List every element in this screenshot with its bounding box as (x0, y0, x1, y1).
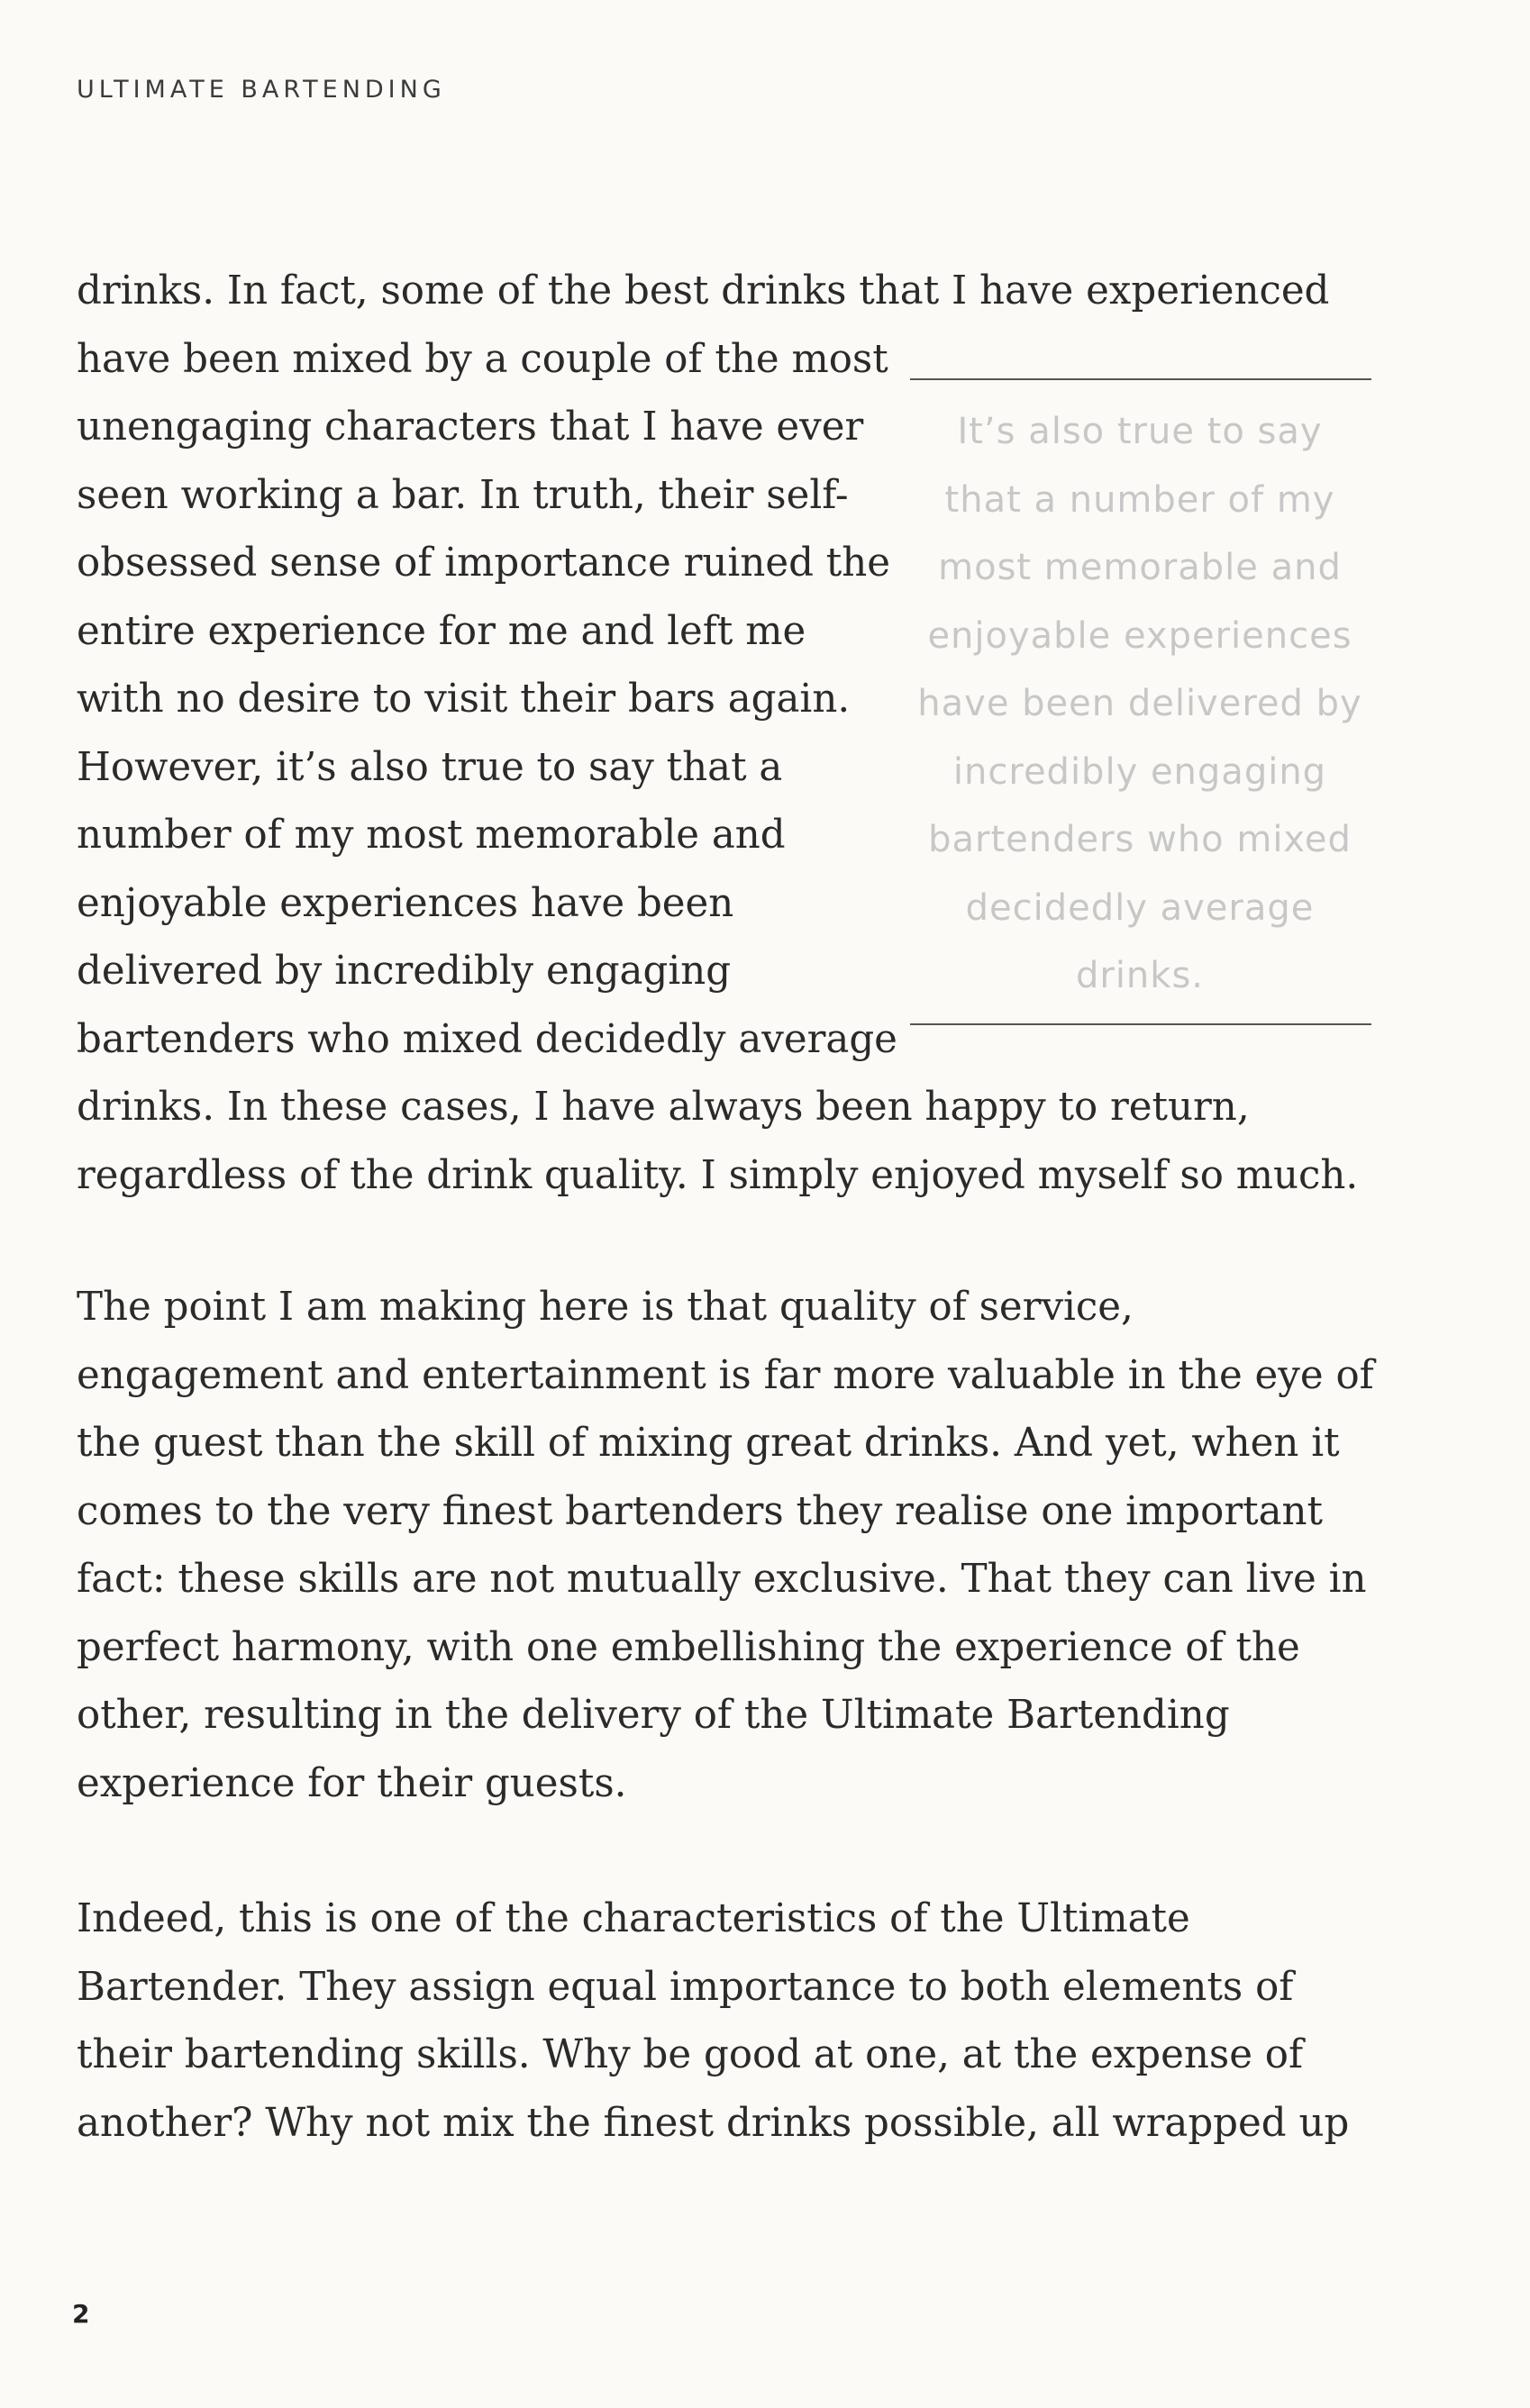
body-line: delivered by incredibly engaging (77, 949, 732, 994)
body-line: entire experience for me and left me (77, 608, 806, 654)
pull-quote-line: incredibly engaging (952, 750, 1327, 793)
body-line: seen working a bar. In truth, their self- (77, 472, 849, 518)
body-line: Bartender. They assign equal importance to both elements of (77, 1964, 1294, 2010)
body-paragraph-2 (77, 1274, 1374, 1818)
pull-quote-line: bartenders who mixed (928, 819, 1352, 860)
body-line: However, it’s also true to say that a (77, 744, 783, 790)
body-line: number of my most memorable and (77, 813, 786, 858)
body-line: bartenders who mixed decidedly average (77, 1016, 897, 1062)
body-line: obsessed sense of importance ruined the (77, 541, 891, 586)
body-line: enjoyable experiences have been (77, 880, 734, 926)
body-line: other, resulting in the delivery of the Ultimate Bartending (77, 1693, 1230, 1738)
pull-quote-text (901, 398, 1379, 1011)
pull-quote-line: most memorable and (938, 547, 1342, 588)
running-head: ULTIMATE BARTENDING (77, 76, 446, 104)
pull-quote-line: It’s also true to say (957, 411, 1323, 452)
body-paragraph-3 (77, 1886, 1349, 2158)
pull-quote-line: have been delivered by (917, 683, 1362, 724)
pull-quote-line: that a number of my (944, 478, 1335, 521)
body-line: unengaging characters that I have ever (77, 404, 864, 450)
pull-quote-line: enjoyable experiences (927, 614, 1352, 657)
body-line: their bartending skills. Why be good at one, at the expense of (77, 2032, 1304, 2077)
body-line: experience for their guests. (77, 1760, 627, 1806)
body-line: perfect harmony, with one embellishing the experience of the (77, 1624, 1300, 1670)
body-line: comes to the very finest bartenders they realise one important (77, 1488, 1324, 1534)
body-line: engagement and entertainment is far more valuable in the eye of (77, 1352, 1374, 1398)
body-line: Indeed, this is one of the characteristics of the Ultimate (77, 1896, 1190, 1941)
body-line: with no desire to visit their bars again. (77, 677, 851, 722)
pull-quote-line: drinks. (1075, 955, 1205, 996)
body-line: The point I am making here is that quality of service, (77, 1285, 1134, 1330)
pull-quote-line: decidedly average (965, 886, 1315, 929)
pull-quote (901, 378, 1379, 1025)
body-line: drinks. In these cases, I have always been happy to return, (77, 1085, 1250, 1130)
page-number: 2 (72, 2299, 90, 2329)
body-line: drinks. In fact, some of the best drinks that I have experienced (77, 268, 1330, 313)
body-line: fact: these skills are not mutually exclusive. That they can live in (77, 1557, 1367, 1602)
pull-quote-top-rule (910, 378, 1371, 380)
body-line: have been mixed by a couple of the most (77, 336, 888, 382)
body-line: regardless of the drink quality. I simply enjoyed myself so much. (77, 1152, 1359, 1198)
body-line: the guest than the skill of mixing great drinks. And yet, when it (77, 1421, 1340, 1466)
pull-quote-bottom-rule (910, 1023, 1371, 1025)
body-line: another? Why not mix the finest drinks possible, all wrapped up (77, 2100, 1350, 2146)
